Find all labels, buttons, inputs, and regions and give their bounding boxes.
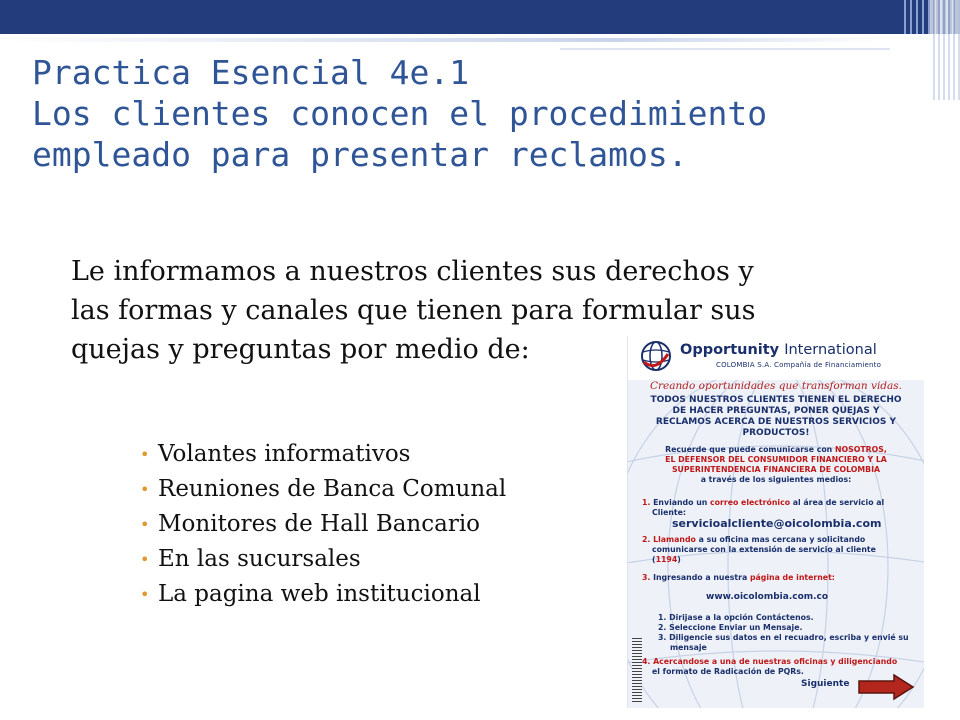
flyer-item-4-line2: el formato de Radicación de PQRs.	[652, 667, 804, 676]
channel-list	[134, 437, 614, 612]
channel-item: • La pagina web institucional	[134, 577, 614, 612]
flyer-tagline: Creando oportunidades que transforman vidas.	[649, 380, 903, 392]
flyer-headline-line: PRODUCTOS!	[742, 428, 810, 438]
flyer-item-2-line2: comunicarse con la extensión de servicio al cliente	[652, 545, 876, 554]
info-flyer	[627, 336, 924, 708]
flyer-step: mensaje	[670, 643, 707, 652]
slide-title	[32, 52, 932, 175]
flyer-email: servicioalcliente@oicolombia.com	[672, 517, 882, 530]
flyer-next-label: Siguiente	[801, 679, 850, 689]
channel-item: • Reuniones de Banca Comunal	[134, 472, 614, 507]
flyer-item-1: 1. Enviando un correo electrónico al área de servicio al	[642, 498, 885, 507]
globe-logo-icon	[640, 340, 672, 372]
top-accent-bar	[0, 0, 960, 34]
title-divider-line	[0, 38, 880, 42]
flyer-note-line: EL DEFENSOR DEL CONSUMIDOR FINANCIERO Y LA	[665, 455, 887, 464]
intro-line: las formas y canales que tienen para formular sus	[71, 295, 756, 326]
flyer-org-name: Opportunity International	[680, 342, 877, 358]
flyer-headline-line: TODOS NUESTROS CLIENTES TIENEN EL DERECHO	[650, 395, 902, 405]
channel-item: • Monitores de Hall Bancario	[134, 507, 614, 542]
flyer-item-2: 2. Llamando a su oficina mas cercana y solicitando	[642, 535, 866, 544]
channel-item: • En las sucursales	[134, 542, 614, 577]
flyer-note-line: Recuerde que puede comunicarse con NOSOTROS,	[665, 445, 887, 454]
right-accent-stripes	[930, 0, 960, 100]
flyer-item-4: 4. Acercandose a una de nuestras oficinas y diligenciando	[642, 657, 898, 666]
intro-line: quejas y preguntas por medio de:	[71, 334, 530, 365]
flyer-headline-line: RECLAMOS ACERCA DE NUESTROS SERVICIOS Y	[655, 417, 897, 427]
flyer-note-line: SUPERINTENDENCIA FINANCIERA DE COLOMBIA	[671, 465, 881, 474]
flyer-website: www.oicolombia.com.co	[706, 592, 829, 602]
flyer-step: 2. Seleccione Enviar un Mensaje.	[658, 623, 803, 632]
flyer-headline-line: DE HACER PREGUNTAS, PONER QUEJAS Y	[672, 406, 880, 416]
flyer-headline	[638, 395, 914, 439]
intro-line: Le informamos a nuestros clientes sus derechos y	[71, 256, 754, 287]
flyer-note	[638, 445, 914, 485]
flyer-step: 1. Dirijase a la opción Contáctenos.	[658, 613, 814, 622]
channel-item: • Volantes informativos	[134, 437, 614, 472]
flyer-item-1-line2: Cliente:	[652, 508, 687, 517]
flyer-org-subtitle: COLOMBIA S.A. Compañía de Financiamiento	[716, 361, 882, 369]
flyer-note-line: a través de los siguientes medios:	[700, 475, 852, 484]
slide-title-line: Practica Esencial 4e.1	[32, 53, 470, 92]
flyer-step: 3. Diligencie sus datos en el recuadro, escriba y envié su	[658, 633, 909, 642]
next-arrow-icon	[856, 673, 916, 701]
flyer-barcode	[632, 636, 642, 702]
slide-title-line: Los clientes conocen el procedimiento	[32, 94, 768, 133]
flyer-item-2-line3: (1194)	[652, 555, 681, 564]
flyer-item-3: 3. Ingresando a nuestra página de internet:	[642, 573, 835, 582]
title-divider-line-2	[560, 48, 890, 50]
slide-title-line: empleado para presentar reclamos.	[32, 135, 688, 174]
